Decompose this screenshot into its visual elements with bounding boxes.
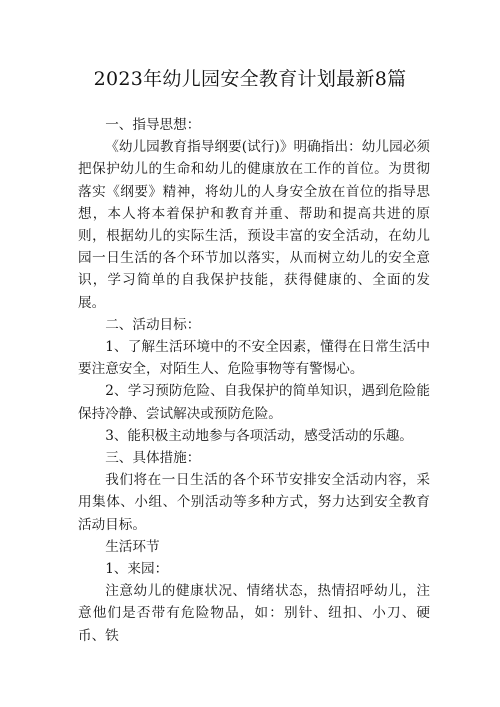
paragraph-specific-measures: 我们将在一日生活的各个环节安排安全活动内容，采用集体、小组、个别活动等多种方式，努力达到安全教育活动目标。 xyxy=(78,472,430,533)
paragraph-arrival: 注意幼儿的健康状况、情绪状态，热情招呼幼儿，注意他们是否带有危险物品，如：别针、纽扣、小刀、硬币、铁 xyxy=(78,583,430,644)
goal-item-3: 3、能积极主动地参与各项活动，感受活动的乐趣。 xyxy=(105,427,413,444)
paragraph-guiding-ideology: 《幼儿园教育指导纲要(试行)》明确指出：幼儿园必须把保护幼儿的生命和幼儿的健康放在工作的首位。为贯彻落实《纲要》精神，将幼儿的人身安全放在首位的指导思想，本人将本着保护和教育并重、帮助和提高共进的原则，根据幼儿的实际生活，预设丰富的安全活动，在幼儿园一日生活的各个环节加以落实，从而树立幼儿的安全意识，学习简单的自我保护技能，获得健康的、全面的发展。 xyxy=(78,139,430,311)
subheading-daily-life: 生活环节 xyxy=(105,538,160,555)
document-title: 2023年幼儿园安全教育计划最新8篇 xyxy=(93,68,407,90)
goal-item-1: 1、了解生活环境中的不安全因素，懂得在日常生活中要注意安全，对陌生人、危险事物等有警惕心。 xyxy=(78,339,430,378)
section-heading-guiding-ideology: 一、指导思想： xyxy=(105,117,201,133)
subheading-arrival: 1、来园： xyxy=(105,561,169,578)
section-heading-activity-goals: 二、活动目标： xyxy=(105,316,201,333)
section-heading-specific-measures: 三、具体措施： xyxy=(105,450,201,467)
document-body xyxy=(78,114,430,647)
goal-item-2: 2、学习预防危险、自我保护的简单知识，遇到危险能保持冷静、尝试解决或预防危险。 xyxy=(78,383,430,422)
